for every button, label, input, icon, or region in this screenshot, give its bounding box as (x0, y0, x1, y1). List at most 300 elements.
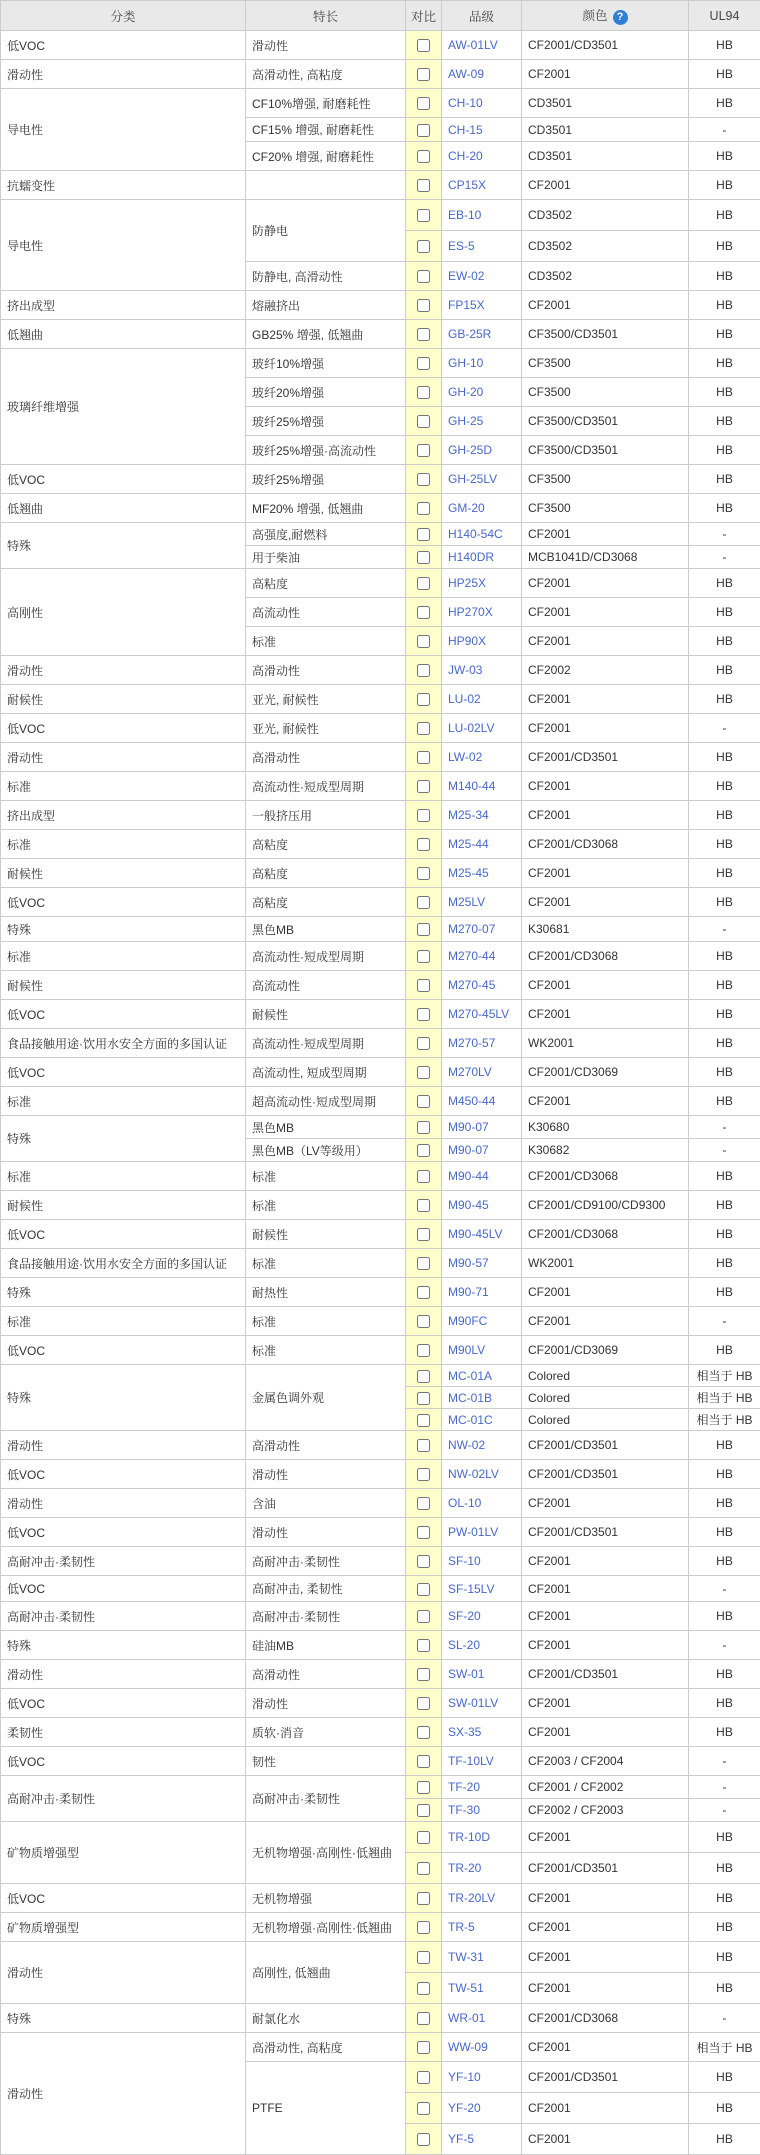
compare-checkbox[interactable] (417, 2071, 430, 2084)
color-cell: CF3500 (522, 378, 689, 407)
grade-cell (442, 569, 522, 598)
grade-cell (442, 1660, 522, 1689)
grade-link[interactable]: M25LV (448, 895, 485, 909)
grade-link[interactable]: TR-20 (448, 1861, 481, 1875)
grade-link[interactable]: CH-15 (448, 123, 483, 137)
ul94-cell: HB (689, 1489, 760, 1518)
category-cell: 导电性 (1, 89, 246, 171)
grade-link[interactable]: SW-01LV (448, 1696, 498, 1710)
feature-cell: 标准 (246, 1307, 406, 1336)
compare-checkbox[interactable] (417, 1497, 430, 1510)
ul94-cell: HB (689, 291, 760, 320)
grade-link[interactable]: YF-10 (448, 2070, 481, 2084)
grade-link[interactable]: M140-44 (448, 779, 495, 793)
ul94-cell: - (689, 714, 760, 743)
compare-checkbox[interactable] (417, 1144, 430, 1157)
compare-checkbox[interactable] (417, 2041, 430, 2054)
category-cell: 滑动性 (1, 60, 246, 89)
compare-checkbox[interactable] (417, 444, 430, 457)
compare-checkbox[interactable] (417, 867, 430, 880)
compare-checkbox[interactable] (417, 1199, 430, 1212)
table-row (1, 1602, 760, 1631)
table-row (1, 320, 760, 349)
ul94-cell: HB (689, 407, 760, 436)
grade-link[interactable]: SF-15LV (448, 1582, 494, 1596)
color-cell: CF2001/CD3501 (522, 1518, 689, 1547)
grade-cell (442, 1000, 522, 1029)
compare-checkbox[interactable] (417, 923, 430, 936)
category-cell: 低VOC (1, 1460, 246, 1489)
compare-checkbox[interactable] (417, 780, 430, 793)
grade-cell (442, 31, 522, 60)
ul94-cell: HB (689, 971, 760, 1000)
grade-link[interactable]: LU-02 (448, 692, 481, 706)
grade-link[interactable]: JW-03 (448, 663, 482, 677)
grade-link[interactable]: M270LV (448, 1065, 492, 1079)
grade-link[interactable]: MC-01A (448, 1369, 492, 1383)
feature-cell: CF15% 增强, 耐磨耗性 (246, 118, 406, 142)
compare-checkbox[interactable] (417, 1095, 430, 1108)
grade-link[interactable]: OL-10 (448, 1496, 481, 1510)
compare-checkbox[interactable] (417, 1468, 430, 1481)
color-cell: Colored (522, 1409, 689, 1431)
feature-cell: 高流动性, 短成型周期 (246, 1058, 406, 1087)
compare-checkbox[interactable] (417, 97, 430, 110)
color-cell: CF2001 (522, 888, 689, 917)
color-cell: MCB1041D/CD3068 (522, 546, 689, 569)
compare-cell (406, 1460, 442, 1489)
color-cell: CF3500/CD3501 (522, 436, 689, 465)
feature-cell: 耐热性 (246, 1278, 406, 1307)
grade-link[interactable]: SW-01 (448, 1667, 484, 1681)
grade-link[interactable]: ES-5 (448, 239, 475, 253)
ul94-cell: HB (689, 656, 760, 685)
grade-link[interactable]: M25-44 (448, 837, 489, 851)
grade-link[interactable]: LU-02LV (448, 721, 494, 735)
grade-link[interactable]: WW-09 (448, 2040, 488, 2054)
feature-cell: 耐候性 (246, 1000, 406, 1029)
ul94-cell: - (689, 1631, 760, 1660)
ul94-cell: HB (689, 171, 760, 200)
category-cell: 食品接触用途·饮用水安全方面的多国认证 (1, 1029, 246, 1058)
compare-checkbox[interactable] (417, 693, 430, 706)
compare-checkbox[interactable] (417, 1697, 430, 1710)
table-row (1, 1116, 760, 1139)
compare-cell (406, 2033, 442, 2062)
category-cell: 特殊 (1, 1631, 246, 1660)
color-cell: CF2001 (522, 859, 689, 888)
color-cell: CF2001 (522, 1576, 689, 1602)
ul94-cell: HB (689, 31, 760, 60)
compare-checkbox[interactable] (417, 473, 430, 486)
ul94-cell: HB (689, 801, 760, 830)
grade-link[interactable]: SL-20 (448, 1638, 480, 1652)
compare-cell (406, 262, 442, 291)
compare-checkbox[interactable] (417, 1781, 430, 1794)
color-cell: K30682 (522, 1139, 689, 1162)
compare-checkbox[interactable] (417, 1344, 430, 1357)
table-row (1, 772, 760, 801)
table-row (1, 1431, 760, 1460)
ul94-cell: HB (689, 1029, 760, 1058)
color-cell: CD3501 (522, 89, 689, 118)
grade-link[interactable]: SF-10 (448, 1554, 481, 1568)
compare-checkbox[interactable] (417, 1639, 430, 1652)
compare-checkbox[interactable] (417, 357, 430, 370)
compare-checkbox[interactable] (417, 577, 430, 590)
grade-cell (442, 1336, 522, 1365)
compare-cell (406, 598, 442, 627)
grade-link[interactable]: TR-5 (448, 1920, 475, 1934)
compare-checkbox[interactable] (417, 809, 430, 822)
compare-checkbox[interactable] (417, 528, 430, 541)
grade-link[interactable]: M90FC (448, 1314, 487, 1328)
compare-checkbox[interactable] (417, 1037, 430, 1050)
grade-link[interactable]: M25-45 (448, 866, 489, 880)
grade-link[interactable]: CP15X (448, 178, 486, 192)
ul94-cell: HB (689, 743, 760, 772)
compare-checkbox[interactable] (417, 299, 430, 312)
color-cell: CD3501 (522, 118, 689, 142)
ul94-cell: HB (689, 1718, 760, 1747)
grade-link[interactable]: H140DR (448, 550, 494, 564)
grade-link[interactable]: GB-25R (448, 327, 491, 341)
compare-checkbox[interactable] (417, 1257, 430, 1270)
color-cell: CF2001 (522, 1307, 689, 1336)
grade-link[interactable]: YF-20 (448, 2101, 481, 2115)
grade-cell (442, 1973, 522, 2004)
feature-cell: PTFE (246, 2062, 406, 2155)
grade-link[interactable]: CH-20 (448, 149, 483, 163)
grade-cell (442, 1365, 522, 1387)
compare-checkbox[interactable] (417, 502, 430, 515)
grade-link[interactable]: TR-20LV (448, 1891, 495, 1905)
grade-link[interactable]: TF-30 (448, 1803, 480, 1817)
category-cell: 低VOC (1, 1884, 246, 1913)
table-row (1, 1822, 760, 1853)
category-cell: 抗蠕变性 (1, 171, 246, 200)
grade-link[interactable]: M270-45LV (448, 1007, 509, 1021)
color-cell: CF2001 (522, 2124, 689, 2155)
compare-checkbox[interactable] (417, 1315, 430, 1328)
grade-cell (442, 1029, 522, 1058)
grade-cell (442, 1631, 522, 1660)
compare-cell (406, 523, 442, 546)
grade-link[interactable]: M90-07 (448, 1143, 489, 1157)
grade-link[interactable]: AW-01LV (448, 38, 498, 52)
compare-cell (406, 942, 442, 971)
grade-link[interactable]: SX-35 (448, 1725, 481, 1739)
color-cell: CF2001/CD3069 (522, 1336, 689, 1365)
grade-link[interactable]: M90-45LV (448, 1227, 502, 1241)
grade-link[interactable]: M90LV (448, 1343, 485, 1357)
grade-cell (442, 1884, 522, 1913)
grade-link[interactable]: TW-51 (448, 1981, 484, 1995)
compare-cell (406, 1029, 442, 1058)
color-cell: CF2001 (522, 971, 689, 1000)
compare-checkbox[interactable] (417, 979, 430, 992)
grade-link[interactable]: WR-01 (448, 2011, 485, 2025)
compare-cell (406, 1631, 442, 1660)
compare-cell (406, 378, 442, 407)
grade-cell (442, 465, 522, 494)
compare-cell (406, 1431, 442, 1460)
compare-checkbox[interactable] (417, 1982, 430, 1995)
feature-cell: 亚光, 耐候性 (246, 714, 406, 743)
grade-link[interactable]: LW-02 (448, 750, 482, 764)
table-row (1, 1776, 760, 1799)
compare-cell (406, 2093, 442, 2124)
category-cell: 滑动性 (1, 2033, 246, 2155)
feature-cell: 黑色MB（LV等级用） (246, 1139, 406, 1162)
grade-link[interactable]: MC-01C (448, 1413, 493, 1427)
compare-cell (406, 1799, 442, 1822)
grade-link[interactable]: M90-45 (448, 1198, 489, 1212)
color-cell: CF2001 (522, 1602, 689, 1631)
ul94-cell: - (689, 118, 760, 142)
compare-checkbox[interactable] (417, 635, 430, 648)
compare-checkbox[interactable] (417, 415, 430, 428)
compare-checkbox[interactable] (417, 551, 430, 564)
ul94-cell: HB (689, 1913, 760, 1942)
category-cell: 滑动性 (1, 656, 246, 685)
feature-cell: 高滑动性, 高粘度 (246, 2033, 406, 2062)
compare-checkbox[interactable] (417, 1066, 430, 1079)
grade-link[interactable]: NW-02LV (448, 1467, 499, 1481)
grade-cell (442, 494, 522, 523)
compare-checkbox[interactable] (417, 386, 430, 399)
compare-checkbox[interactable] (417, 2102, 430, 2115)
grade-link[interactable]: GH-10 (448, 356, 483, 370)
grade-link[interactable]: EB-10 (448, 208, 481, 222)
ul94-cell: HB (689, 200, 760, 231)
table-row (1, 1365, 760, 1387)
grade-link[interactable]: FP15X (448, 298, 485, 312)
compare-checkbox[interactable] (417, 1170, 430, 1183)
color-cell: CF2001/CD3501 (522, 31, 689, 60)
grade-cell (442, 1278, 522, 1307)
feature-cell: 黑色MB (246, 1116, 406, 1139)
compare-checkbox[interactable] (417, 722, 430, 735)
compare-checkbox[interactable] (417, 1892, 430, 1905)
compare-checkbox[interactable] (417, 1370, 430, 1383)
grade-link[interactable]: M90-71 (448, 1285, 489, 1299)
compare-cell (406, 1116, 442, 1139)
color-cell: CF2001 (522, 714, 689, 743)
compare-cell (406, 1139, 442, 1162)
table-row (1, 1747, 760, 1776)
table-row (1, 2004, 760, 2033)
compare-checkbox[interactable] (417, 1008, 430, 1021)
grade-cell (442, 685, 522, 714)
grade-cell (442, 349, 522, 378)
grade-link[interactable]: PW-01LV (448, 1525, 498, 1539)
compare-checkbox[interactable] (417, 328, 430, 341)
grade-link[interactable]: H140-54C (448, 527, 503, 541)
compare-checkbox[interactable] (417, 1121, 430, 1134)
compare-checkbox[interactable] (417, 240, 430, 253)
ul94-cell: HB (689, 1547, 760, 1576)
compare-checkbox[interactable] (417, 1414, 430, 1427)
feature-cell: 高粘度 (246, 888, 406, 917)
compare-cell (406, 1973, 442, 2004)
grade-link[interactable]: SF-20 (448, 1609, 481, 1623)
compare-cell (406, 1058, 442, 1087)
compare-checkbox[interactable] (417, 1392, 430, 1405)
compare-cell (406, 465, 442, 494)
grade-link[interactable]: M270-44 (448, 949, 495, 963)
grade-link[interactable]: GH-20 (448, 385, 483, 399)
compare-cell (406, 888, 442, 917)
category-cell: 低VOC (1, 1000, 246, 1029)
grade-link[interactable]: YF-5 (448, 2132, 474, 2146)
grade-link[interactable]: MC-01B (448, 1391, 492, 1405)
compare-checkbox[interactable] (417, 1755, 430, 1768)
feature-cell: 高滑动性 (246, 1660, 406, 1689)
grade-cell (442, 171, 522, 200)
compare-checkbox[interactable] (417, 1555, 430, 1568)
feature-cell: 高滑动性, 高粘度 (246, 60, 406, 89)
compare-checkbox[interactable] (417, 2133, 430, 2146)
ul94-cell: HB (689, 320, 760, 349)
grade-link[interactable]: GH-25 (448, 414, 483, 428)
grade-link[interactable]: TR-10D (448, 1830, 490, 1844)
color-cell: CF3500 (522, 494, 689, 523)
grade-link[interactable]: EW-02 (448, 269, 484, 283)
compare-checkbox[interactable] (417, 1951, 430, 1964)
feature-cell: 标准 (246, 1336, 406, 1365)
compare-checkbox[interactable] (417, 1726, 430, 1739)
compare-checkbox[interactable] (417, 1921, 430, 1934)
grade-cell (442, 1489, 522, 1518)
compare-cell (406, 1689, 442, 1718)
category-cell: 标准 (1, 830, 246, 859)
compare-checkbox[interactable] (417, 1804, 430, 1817)
feature-cell: 超高流动性·短成型周期 (246, 1087, 406, 1116)
ul94-cell: 相当于 HB (689, 2033, 760, 2062)
compare-checkbox[interactable] (417, 2012, 430, 2025)
grade-link[interactable]: TW-31 (448, 1950, 484, 1964)
table-row (1, 1278, 760, 1307)
compare-checkbox[interactable] (417, 1526, 430, 1539)
table-row (1, 859, 760, 888)
color-cell: K30681 (522, 917, 689, 942)
ul94-cell: HB (689, 1660, 760, 1689)
ul94-cell: - (689, 523, 760, 546)
table-row (1, 917, 760, 942)
grade-link[interactable]: M90-07 (448, 1120, 489, 1134)
table-row (1, 1087, 760, 1116)
compare-checkbox[interactable] (417, 209, 430, 222)
color-cell: CF2001/CD3068 (522, 830, 689, 859)
header-row (1, 1, 760, 31)
compare-checkbox[interactable] (417, 606, 430, 619)
compare-cell (406, 971, 442, 1000)
table-row (1, 743, 760, 772)
compare-checkbox[interactable] (417, 950, 430, 963)
color-cell: CF2001/CD3068 (522, 2004, 689, 2033)
compare-checkbox[interactable] (417, 270, 430, 283)
ul94-cell: - (689, 1747, 760, 1776)
feature-cell: 质软·消音 (246, 1718, 406, 1747)
compare-checkbox[interactable] (417, 664, 430, 677)
compare-checkbox[interactable] (417, 1862, 430, 1875)
category-cell: 低VOC (1, 1576, 246, 1602)
ul94-cell: HB (689, 830, 760, 859)
grade-link[interactable]: TF-20 (448, 1780, 480, 1794)
compare-checkbox[interactable] (417, 1583, 430, 1596)
color-cell: CF2001 (522, 1631, 689, 1660)
grade-link[interactable]: HP90X (448, 634, 486, 648)
grade-link[interactable]: M270-57 (448, 1036, 495, 1050)
compare-checkbox[interactable] (417, 896, 430, 909)
grade-link[interactable]: M450-44 (448, 1094, 495, 1108)
feature-cell: 滑动性 (246, 1689, 406, 1718)
compare-checkbox[interactable] (417, 751, 430, 764)
category-cell: 高耐冲击·柔韧性 (1, 1547, 246, 1576)
grade-link[interactable]: TF-10LV (448, 1754, 494, 1768)
grade-link[interactable]: CH-10 (448, 96, 483, 110)
grade-link[interactable]: HP270X (448, 605, 493, 619)
grade-link[interactable]: HP25X (448, 576, 486, 590)
grade-cell (442, 407, 522, 436)
grade-link[interactable]: AW-09 (448, 67, 484, 81)
grade-link[interactable]: GM-20 (448, 501, 485, 515)
table-row (1, 1913, 760, 1942)
compare-checkbox[interactable] (417, 1610, 430, 1623)
grade-link[interactable]: M270-45 (448, 978, 495, 992)
grade-cell (442, 1799, 522, 1822)
compare-checkbox[interactable] (417, 838, 430, 851)
compare-cell (406, 1365, 442, 1387)
grade-cell (442, 118, 522, 142)
header-feature: 特长 (246, 1, 406, 31)
grade-link[interactable]: GH-25LV (448, 472, 497, 486)
ul94-cell: - (689, 1576, 760, 1602)
grade-link[interactable]: M270-07 (448, 922, 495, 936)
table-row (1, 291, 760, 320)
category-cell: 标准 (1, 1162, 246, 1191)
grade-link[interactable]: M90-57 (448, 1256, 489, 1270)
compare-checkbox[interactable] (417, 1228, 430, 1241)
grade-link[interactable]: NW-02 (448, 1438, 485, 1452)
compare-cell (406, 1547, 442, 1576)
color-cell: CF2001/CD3501 (522, 1460, 689, 1489)
compare-checkbox[interactable] (417, 1439, 430, 1452)
table-row (1, 2033, 760, 2062)
grade-cell (442, 436, 522, 465)
feature-cell: 高粘度 (246, 830, 406, 859)
compare-checkbox[interactable] (417, 39, 430, 52)
compare-checkbox[interactable] (417, 179, 430, 192)
compare-checkbox[interactable] (417, 150, 430, 163)
color-cell: CF2001 (522, 523, 689, 546)
grade-link[interactable]: M25-34 (448, 808, 489, 822)
compare-checkbox[interactable] (417, 68, 430, 81)
grade-cell (442, 1547, 522, 1576)
grade-link[interactable]: M90-44 (448, 1169, 489, 1183)
compare-checkbox[interactable] (417, 1668, 430, 1681)
feature-cell: 熔融挤出 (246, 291, 406, 320)
grade-link[interactable]: GH-25D (448, 443, 492, 457)
compare-checkbox[interactable] (417, 124, 430, 137)
grade-cell (442, 2033, 522, 2062)
compare-checkbox[interactable] (417, 1831, 430, 1844)
compare-cell (406, 714, 442, 743)
table-row (1, 1029, 760, 1058)
help-icon[interactable]: ? (613, 10, 628, 25)
compare-checkbox[interactable] (417, 1286, 430, 1299)
